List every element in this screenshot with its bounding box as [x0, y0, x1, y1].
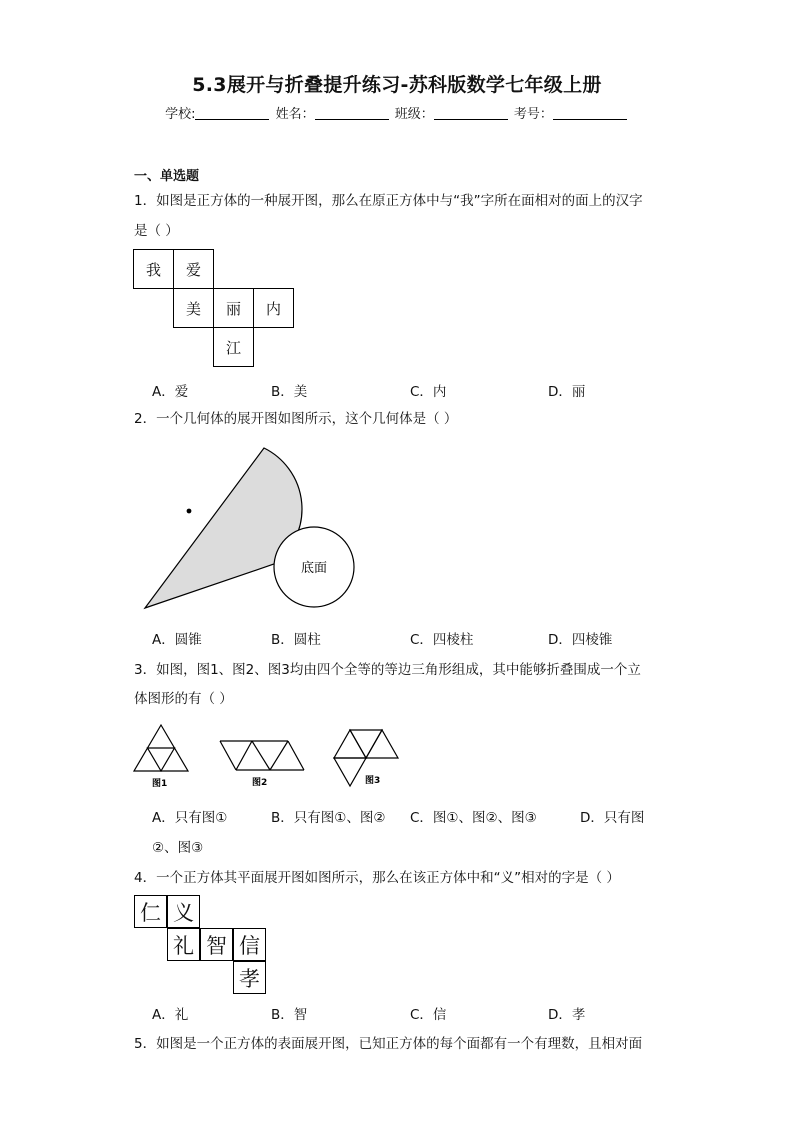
q3-option-c[interactable]: C．图①、图②、图③: [410, 810, 537, 826]
class-blank[interactable]: [434, 106, 508, 120]
q4-option-a[interactable]: A．礼: [152, 1007, 189, 1023]
q1-cell-mei: 美: [173, 288, 214, 328]
q3-fig2-label: 图2: [252, 778, 268, 788]
q2-base-label: 底面: [300, 561, 328, 576]
q4-text-line1: 4．一个正方体其平面展开图如图所示，那么在该正方体中和“义”相对的字是（ ）: [134, 870, 620, 886]
q2-option-b[interactable]: B．圆柱: [271, 632, 321, 648]
q1-option-d[interactable]: D．丽: [548, 384, 586, 400]
name-blank[interactable]: [315, 106, 389, 120]
class-label: 班级：: [394, 107, 434, 122]
q3-text-line1: 3．如图，图1、图2、图3均由四个全等的等边三角形组成，其中能够折叠围成一个立: [134, 662, 641, 678]
q4-cell-xin: 信: [233, 928, 266, 961]
q1-cell-nei: 内: [253, 288, 294, 328]
q3-option-b[interactable]: B．只有图①、图②: [271, 810, 386, 826]
q1-cell-ai: 爱: [173, 249, 214, 289]
q2-option-c[interactable]: C．四棱柱: [410, 632, 474, 648]
student-info-line: [0, 103, 794, 122]
q2-cone-net: [130, 440, 370, 620]
q2-option-d[interactable]: D．四棱锥: [548, 632, 613, 648]
q1-cell-jiang: 江: [213, 327, 254, 367]
section-heading: 一、单选题: [134, 169, 200, 184]
q3-fig1-label: 图1: [152, 779, 168, 789]
q4-cell-xiao: 孝: [233, 961, 266, 994]
q2-apex-dot: [187, 509, 192, 514]
q4-option-b[interactable]: B．智: [271, 1007, 308, 1023]
q1-option-b[interactable]: B．美: [271, 384, 308, 400]
name-label: 姓名：: [275, 107, 315, 122]
q4-cell-yi: 义: [167, 895, 200, 928]
q4-cell-ren: 仁: [134, 895, 167, 928]
q4-option-c[interactable]: C．信: [410, 1007, 447, 1023]
q3-triangle-figures: [128, 718, 408, 798]
q4-cell-li: 礼: [167, 928, 200, 961]
school-blank[interactable]: [195, 106, 269, 120]
page-title: 5.3展开与折叠提升练习-苏科版数学七年级上册: [192, 74, 602, 96]
school-label: 学校:: [165, 107, 196, 122]
q1-text-line1: 1．如图是正方体的一种展开图，那么在原正方体中与“我”字所在面相对的面上的汉字: [134, 193, 643, 209]
q1-option-a[interactable]: A．爱: [152, 384, 189, 400]
q4-option-d[interactable]: D．孝: [548, 1007, 586, 1023]
number-label: 考号：: [513, 107, 553, 122]
number-blank[interactable]: [553, 106, 627, 120]
q3-option-d[interactable]: D．只有图: [580, 810, 645, 826]
q2-text-line1: 2．一个几何体的展开图如图所示，这个几何体是（ ）: [134, 411, 458, 427]
q5-text-line1: 5．如图是一个正方体的表面展开图，已知正方体的每个面都有一个有理数，且相对面: [134, 1036, 643, 1052]
q1-cell-li: 丽: [213, 288, 254, 328]
q1-cell-wo: 我: [133, 249, 174, 289]
q3-fig3-label: 图3: [365, 776, 381, 786]
q4-cell-zhi: 智: [200, 928, 233, 961]
q3-figure-1: [134, 725, 188, 771]
q3-option-a[interactable]: A．只有图①: [152, 810, 228, 826]
q1-text-line2: 是（ ）: [134, 223, 179, 239]
q3-option-d-continued: ②、图③: [152, 840, 204, 856]
q1-option-c[interactable]: C．内: [410, 384, 447, 400]
q2-option-a[interactable]: A．圆锥: [152, 632, 202, 648]
q3-text-line2: 体图形的有（ ）: [134, 691, 233, 707]
q3-figure-2: [220, 741, 304, 770]
